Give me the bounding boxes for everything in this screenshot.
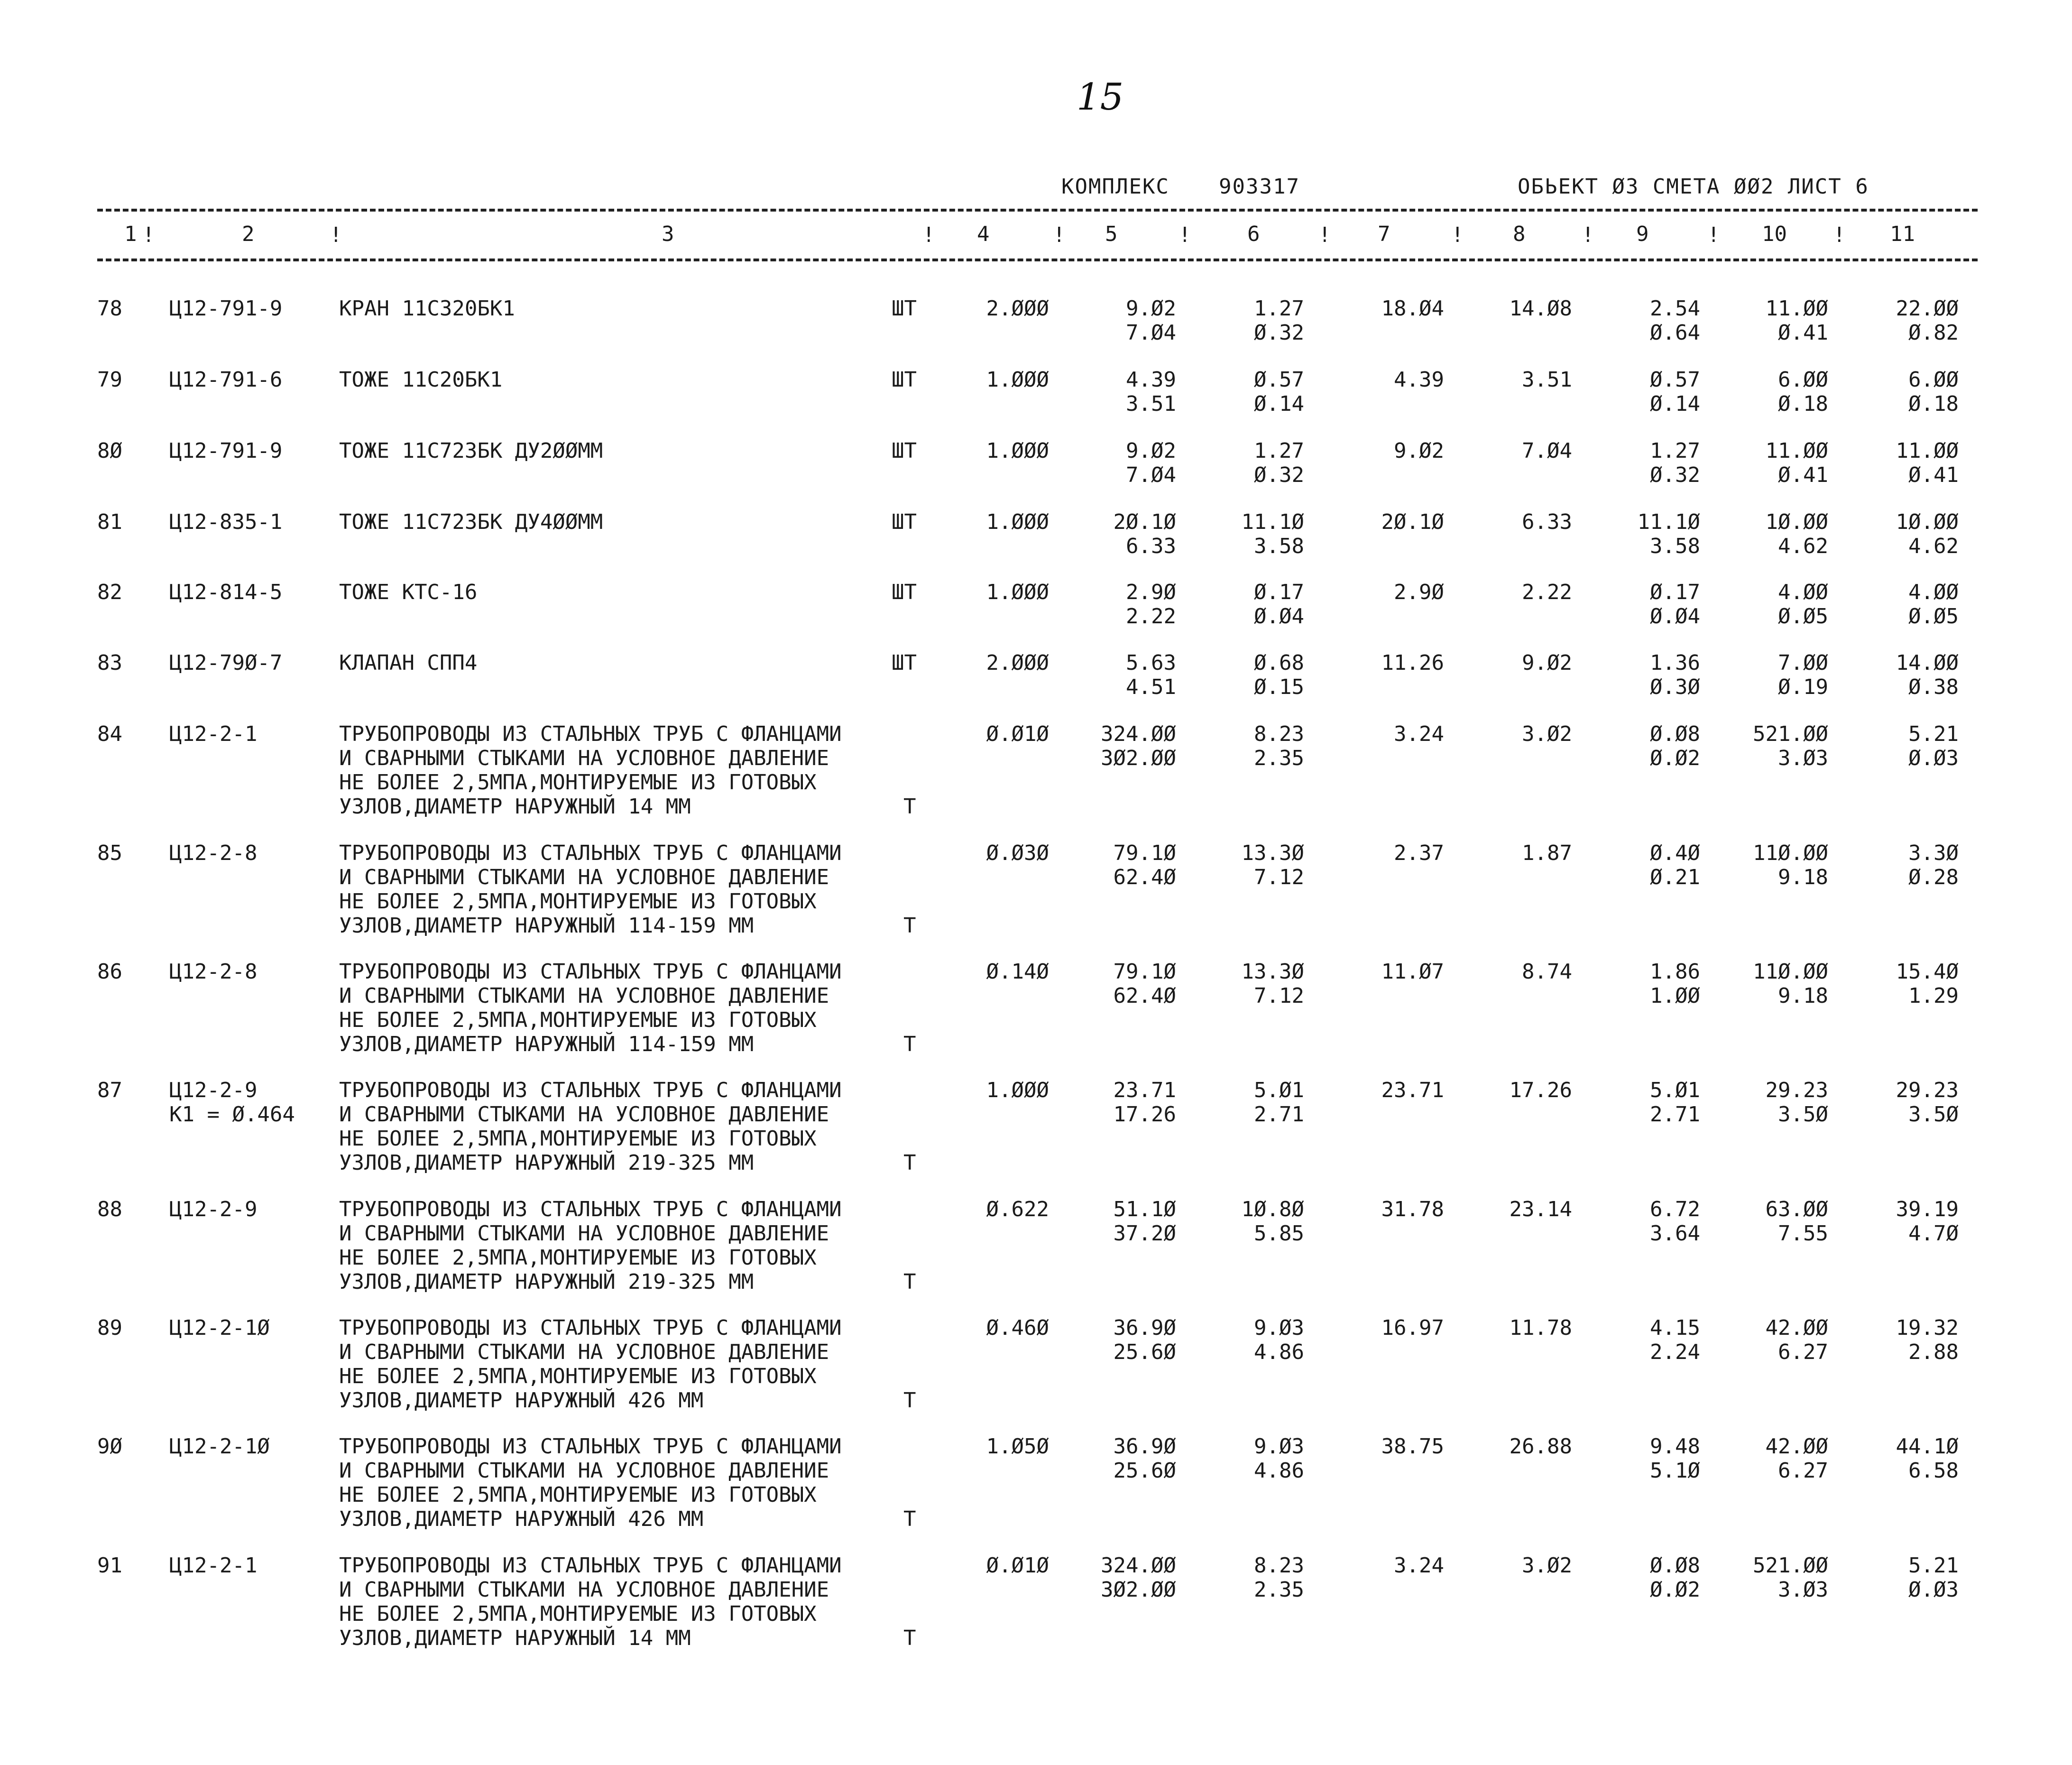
work-description: И СВАРНЫМИ СТЫКАМИ НА УСЛОВНОЕ ДАВЛЕНИЕ [339, 1340, 829, 1364]
work-description: ТРУБОПРОВОДЫ ИЗ СТАЛЬНЫХ ТРУБ С ФЛАНЦАМИ [339, 722, 842, 746]
col-10-value: 7.55 [1778, 1221, 1828, 1246]
col-11-value: 11.ØØ [1896, 439, 1959, 463]
work-description: И СВАРНЫМИ СТЫКАМИ НА УСЛОВНОЕ ДАВЛЕНИЕ [339, 1221, 829, 1246]
unit-of-measure: ШТ [892, 510, 917, 534]
col-6-value: 9.Ø3 [1254, 1434, 1304, 1459]
rate-code: К1 = Ø.464 [169, 1102, 295, 1127]
work-description: НЕ БОЛЕЕ 2,5МПА,МОНТИРУЕМЫЕ ИЗ ГОТОВЫХ [339, 889, 817, 914]
col-10-value: 11Ø.ØØ [1753, 960, 1828, 984]
col-9-value: 3.64 [1650, 1221, 1700, 1246]
work-description: УЗЛОВ,ДИАМЕТР НАРУЖНЫЙ 114-159 ММ [339, 1032, 754, 1056]
rate-code: Ц12-2-9 [169, 1078, 258, 1102]
work-description: НЕ БОЛЕЕ 2,5МПА,МОНТИРУЕМЫЕ ИЗ ГОТОВЫХ [339, 1602, 817, 1626]
quantity: 1.ØØØ [986, 580, 1049, 604]
row-number: 91 [97, 1553, 122, 1578]
col-9-value: Ø.3Ø [1650, 675, 1700, 699]
col-9-value: Ø.17 [1650, 580, 1700, 604]
row-number: 78 [97, 296, 122, 321]
col-10-value: 521.ØØ [1753, 722, 1828, 746]
col-11-value: Ø.18 [1908, 392, 1959, 416]
col-5-value: 62.4Ø [1113, 865, 1176, 889]
col-8-value: 26.88 [1509, 1434, 1572, 1459]
quantity: Ø.14Ø [986, 960, 1049, 984]
col-5-value: 324.ØØ [1101, 1553, 1176, 1578]
rate-code: Ц12-2-8 [169, 960, 258, 984]
col-7-value: 3.24 [1394, 1553, 1444, 1578]
col-9-value: Ø.Ø8 [1650, 722, 1700, 746]
quantity: 1.ØØØ [986, 439, 1049, 463]
col-9-value: Ø.21 [1650, 865, 1700, 889]
rate-code: Ц12-2-1 [169, 1553, 258, 1578]
column-separator: ! [922, 223, 935, 247]
work-description: НЕ БОЛЕЕ 2,5МПА,МОНТИРУЕМЫЕ ИЗ ГОТОВЫХ [339, 770, 817, 795]
col-5-value: 36.9Ø [1113, 1434, 1176, 1459]
col-11-value: 4.ØØ [1908, 580, 1959, 604]
unit-of-measure: ШТ [892, 439, 917, 463]
col-6-value: Ø.32 [1254, 321, 1304, 345]
row-number: 82 [97, 580, 122, 604]
col-10-value: Ø.Ø5 [1778, 604, 1828, 628]
col-5-value: 3Ø2.ØØ [1101, 1578, 1176, 1602]
col-7-value: 2.37 [1394, 841, 1444, 865]
col-8-value: 14.Ø8 [1509, 296, 1572, 321]
column-separator: ! [1179, 223, 1191, 247]
row-number: 89 [97, 1316, 122, 1340]
quantity: 1.ØØØ [986, 1078, 1049, 1102]
col-9-value: 2.54 [1650, 296, 1700, 321]
column-separator: ! [1833, 223, 1846, 247]
col-5-value: 51.1Ø [1113, 1197, 1176, 1221]
col-9-value: 1.86 [1650, 960, 1700, 984]
col-8-value: 23.14 [1509, 1197, 1572, 1221]
quantity: 1.ØØØ [986, 510, 1049, 534]
col-5-value: 23.71 [1113, 1078, 1176, 1102]
work-description: УЗЛОВ,ДИАМЕТР НАРУЖНЫЙ 14 ММ [339, 1626, 691, 1650]
col-5-value: 2.9Ø [1126, 580, 1176, 604]
col-8-value: 3.51 [1522, 368, 1572, 392]
unit-of-measure: Т [903, 1626, 916, 1650]
col-8-value: 11.78 [1509, 1316, 1572, 1340]
col-5-value: 7.Ø4 [1126, 321, 1176, 345]
col-10-value: 63.ØØ [1765, 1197, 1828, 1221]
col-6-value: 7.12 [1254, 865, 1304, 889]
unit-of-measure: ШТ [892, 580, 917, 604]
col-9-value: Ø.Ø4 [1650, 604, 1700, 628]
col-6-value: 9.Ø3 [1254, 1316, 1304, 1340]
col-7-value: 3.24 [1394, 722, 1444, 746]
work-description: ТРУБОПРОВОДЫ ИЗ СТАЛЬНЫХ ТРУБ С ФЛАНЦАМИ [339, 841, 842, 865]
col-5-value: 25.6Ø [1113, 1459, 1176, 1483]
col-9-value: 4.15 [1650, 1316, 1700, 1340]
column-separator: ! [1053, 223, 1066, 247]
col-7-value: 31.78 [1381, 1197, 1444, 1221]
col-9-value: 5.1Ø [1650, 1459, 1700, 1483]
column-number-4: 4 [977, 222, 990, 246]
col-6-value: 2.35 [1254, 1578, 1304, 1602]
work-description: ТОЖЕ КТС-16 [339, 580, 478, 604]
col-5-value: 2Ø.1Ø [1113, 510, 1176, 534]
object-sheet-info: ОБЬЕКТ Ø3 СМЕТА ØØ2 ЛИСТ 6 [1518, 175, 1869, 199]
row-number: 86 [97, 960, 122, 984]
column-separator: ! [1451, 223, 1464, 247]
work-description: КРАН 11С320БК1 [339, 296, 515, 321]
work-description: УЗЛОВ,ДИАМЕТР НАРУЖНЫЙ 219-325 ММ [339, 1151, 754, 1175]
col-6-value: 11.1Ø [1241, 510, 1304, 534]
col-9-value: Ø.32 [1650, 463, 1700, 487]
column-number-1: 1 [124, 222, 137, 246]
work-description: УЗЛОВ,ДИАМЕТР НАРУЖНЫЙ 114-159 ММ [339, 914, 754, 938]
col-6-value: 2.35 [1254, 746, 1304, 770]
complex-label: КОМПЛЕКС [1061, 175, 1170, 199]
col-6-value: Ø.17 [1254, 580, 1304, 604]
col-5-value: 37.2Ø [1113, 1221, 1176, 1246]
work-description: УЗЛОВ,ДИАМЕТР НАРУЖНЫЙ 14 ММ [339, 795, 691, 819]
col-9-value: 2.71 [1650, 1102, 1700, 1127]
col-11-value: 15.4Ø [1896, 960, 1959, 984]
col-5-value: 3.51 [1126, 392, 1176, 416]
column-number-9: 9 [1636, 222, 1649, 246]
col-10-value: Ø.41 [1778, 463, 1828, 487]
col-10-value: 3.5Ø [1778, 1102, 1828, 1127]
rate-code: Ц12-791-9 [169, 296, 283, 321]
col-11-value: 14.ØØ [1896, 651, 1959, 675]
work-description: УЗЛОВ,ДИАМЕТР НАРУЖНЫЙ 219-325 ММ [339, 1270, 754, 1294]
col-9-value: Ø.Ø2 [1650, 1578, 1700, 1602]
quantity: 1.ØØØ [986, 368, 1049, 392]
col-11-value: Ø.Ø3 [1908, 746, 1959, 770]
col-10-value: 9.18 [1778, 984, 1828, 1008]
col-5-value: 6.33 [1126, 534, 1176, 558]
quantity: Ø.46Ø [986, 1316, 1049, 1340]
work-description: ТОЖЕ 11С723БК ДУ2ØØММ [339, 439, 603, 463]
col-5-value: 4.51 [1126, 675, 1176, 699]
col-11-value: 3.5Ø [1908, 1102, 1959, 1127]
column-separator: ! [142, 223, 155, 247]
col-11-value: 39.19 [1896, 1197, 1959, 1221]
col-5-value: 5.63 [1126, 651, 1176, 675]
col-9-value: 1.27 [1650, 439, 1700, 463]
work-description: НЕ БОЛЕЕ 2,5МПА,МОНТИРУЕМЫЕ ИЗ ГОТОВЫХ [339, 1127, 817, 1151]
col-5-value: 9.Ø2 [1126, 296, 1176, 321]
col-8-value: 9.Ø2 [1522, 651, 1572, 675]
col-11-value: 19.32 [1896, 1316, 1959, 1340]
col-5-value: 79.1Ø [1113, 841, 1176, 865]
col-10-value: 7.ØØ [1778, 651, 1828, 675]
col-5-value: 9.Ø2 [1126, 439, 1176, 463]
col-11-value: 1Ø.ØØ [1896, 510, 1959, 534]
col-5-value: 2.22 [1126, 604, 1176, 628]
col-8-value: 8.74 [1522, 960, 1572, 984]
col-9-value: Ø.14 [1650, 392, 1700, 416]
work-description: УЗЛОВ,ДИАМЕТР НАРУЖНЫЙ 426 ММ [339, 1507, 704, 1531]
col-11-value: Ø.Ø5 [1908, 604, 1959, 628]
work-description: И СВАРНЫМИ СТЫКАМИ НА УСЛОВНОЕ ДАВЛЕНИЕ [339, 865, 829, 889]
unit-of-measure: Т [903, 1507, 916, 1531]
column-separator: ! [1707, 223, 1720, 247]
col-7-value: 2Ø.1Ø [1381, 510, 1444, 534]
work-description: И СВАРНЫМИ СТЫКАМИ НА УСЛОВНОЕ ДАВЛЕНИЕ [339, 1102, 829, 1127]
col-7-value: 11.26 [1381, 651, 1444, 675]
col-9-value: 1.36 [1650, 651, 1700, 675]
col-9-value: 2.24 [1650, 1340, 1700, 1364]
col-8-value: 7.Ø4 [1522, 439, 1572, 463]
col-11-value: 29.23 [1896, 1078, 1959, 1102]
row-number: 85 [97, 841, 122, 865]
unit-of-measure: Т [903, 795, 916, 819]
col-6-value: Ø.Ø4 [1254, 604, 1304, 628]
col-9-value: 1.ØØ [1650, 984, 1700, 1008]
col-5-value: 4.39 [1126, 368, 1176, 392]
quantity: Ø.Ø1Ø [986, 1553, 1049, 1578]
col-11-value: 22.ØØ [1896, 296, 1959, 321]
col-10-value: Ø.18 [1778, 392, 1828, 416]
col-6-value: Ø.57 [1254, 368, 1304, 392]
col-6-value: 1.27 [1254, 439, 1304, 463]
col-10-value: 3.Ø3 [1778, 1578, 1828, 1602]
column-number-5: 5 [1105, 222, 1118, 246]
col-6-value: 8.23 [1254, 722, 1304, 746]
header-rule-top [97, 209, 1978, 212]
col-6-value: 3.58 [1254, 534, 1304, 558]
column-number-11: 11 [1890, 222, 1915, 246]
col-10-value: 1Ø.ØØ [1765, 510, 1828, 534]
work-description: ТОЖЕ 11С20БК1 [339, 368, 503, 392]
col-11-value: 6.58 [1908, 1459, 1959, 1483]
col-9-value: 11.1Ø [1637, 510, 1700, 534]
col-11-value: 6.ØØ [1908, 368, 1959, 392]
unit-of-measure: Т [903, 914, 916, 938]
col-9-value: Ø.Ø2 [1650, 746, 1700, 770]
col-11-value: Ø.38 [1908, 675, 1959, 699]
work-description: УЗЛОВ,ДИАМЕТР НАРУЖНЫЙ 426 ММ [339, 1388, 704, 1413]
column-separator: ! [1582, 223, 1594, 247]
col-7-value: 16.97 [1381, 1316, 1444, 1340]
col-7-value: 11.Ø7 [1381, 960, 1444, 984]
col-10-value: 29.23 [1765, 1078, 1828, 1102]
column-number-6: 6 [1247, 222, 1260, 246]
col-6-value: 5.85 [1254, 1221, 1304, 1246]
quantity: 2.ØØØ [986, 651, 1049, 675]
col-6-value: Ø.68 [1254, 651, 1304, 675]
complex-value: 903317 [1219, 175, 1300, 199]
col-7-value: 23.71 [1381, 1078, 1444, 1102]
col-6-value: 1.27 [1254, 296, 1304, 321]
work-description: КЛАПАН СПП4 [339, 651, 478, 675]
row-number: 9Ø [97, 1434, 122, 1459]
col-8-value: 6.33 [1522, 510, 1572, 534]
col-8-value: 2.22 [1522, 580, 1572, 604]
col-10-value: Ø.41 [1778, 321, 1828, 345]
col-6-value: 2.71 [1254, 1102, 1304, 1127]
col-8-value: 17.26 [1509, 1078, 1572, 1102]
column-separator: ! [330, 223, 342, 247]
col-5-value: 3Ø2.ØØ [1101, 746, 1176, 770]
work-description: И СВАРНЫМИ СТЫКАМИ НА УСЛОВНОЕ ДАВЛЕНИЕ [339, 746, 829, 770]
col-10-value: 11Ø.ØØ [1753, 841, 1828, 865]
work-description: НЕ БОЛЕЕ 2,5МПА,МОНТИРУЕМЫЕ ИЗ ГОТОВЫХ [339, 1483, 817, 1507]
col-7-value: 18.Ø4 [1381, 296, 1444, 321]
col-10-value: 6.ØØ [1778, 368, 1828, 392]
col-6-value: Ø.15 [1254, 675, 1304, 699]
row-number: 81 [97, 510, 122, 534]
row-number: 79 [97, 368, 122, 392]
unit-of-measure: ШТ [892, 651, 917, 675]
column-number-7: 7 [1378, 222, 1391, 246]
work-description: ТОЖЕ 11С723БК ДУ4ØØММ [339, 510, 603, 534]
rate-code: Ц12-2-1Ø [169, 1434, 270, 1459]
col-10-value: 11.ØØ [1765, 439, 1828, 463]
row-number: 88 [97, 1197, 122, 1221]
col-10-value: 4.62 [1778, 534, 1828, 558]
header-rule-bottom [97, 259, 1978, 261]
col-6-value: 7.12 [1254, 984, 1304, 1008]
col-8-value: 3.Ø2 [1522, 722, 1572, 746]
col-11-value: 5.21 [1908, 1553, 1959, 1578]
col-10-value: 42.ØØ [1765, 1434, 1828, 1459]
rate-code: Ц12-814-5 [169, 580, 283, 604]
rate-code: Ц12-2-1Ø [169, 1316, 270, 1340]
col-6-value: 13.3Ø [1241, 960, 1304, 984]
col-5-value: 62.4Ø [1113, 984, 1176, 1008]
quantity: 1.Ø5Ø [986, 1434, 1049, 1459]
column-number-8: 8 [1513, 222, 1526, 246]
col-9-value: 3.58 [1650, 534, 1700, 558]
rate-code: Ц12-791-6 [169, 368, 283, 392]
col-10-value: 6.27 [1778, 1459, 1828, 1483]
col-11-value: 2.88 [1908, 1340, 1959, 1364]
col-10-value: 521.ØØ [1753, 1553, 1828, 1578]
col-5-value: 324.ØØ [1101, 722, 1176, 746]
col-6-value: 1Ø.8Ø [1241, 1197, 1304, 1221]
col-6-value: 4.86 [1254, 1340, 1304, 1364]
rate-code: Ц12-835-1 [169, 510, 283, 534]
col-10-value: 11.ØØ [1765, 296, 1828, 321]
rate-code: Ц12-2-9 [169, 1197, 258, 1221]
col-9-value: 5.Ø1 [1650, 1078, 1700, 1102]
col-5-value: 25.6Ø [1113, 1340, 1176, 1364]
col-6-value: 4.86 [1254, 1459, 1304, 1483]
col-10-value: Ø.19 [1778, 675, 1828, 699]
col-9-value: Ø.57 [1650, 368, 1700, 392]
col-11-value: 44.1Ø [1896, 1434, 1959, 1459]
col-7-value: 2.9Ø [1394, 580, 1444, 604]
work-description: ТРУБОПРОВОДЫ ИЗ СТАЛЬНЫХ ТРУБ С ФЛАНЦАМИ [339, 960, 842, 984]
col-7-value: 38.75 [1381, 1434, 1444, 1459]
column-number-2: 2 [242, 222, 255, 246]
column-number-10: 10 [1762, 222, 1787, 246]
col-11-value: 5.21 [1908, 722, 1959, 746]
unit-of-measure: Т [903, 1151, 916, 1175]
col-11-value: 4.62 [1908, 534, 1959, 558]
unit-of-measure: ШТ [892, 296, 917, 321]
col-5-value: 79.1Ø [1113, 960, 1176, 984]
work-description: ТРУБОПРОВОДЫ ИЗ СТАЛЬНЫХ ТРУБ С ФЛАНЦАМИ [339, 1553, 842, 1578]
col-9-value: Ø.Ø8 [1650, 1553, 1700, 1578]
col-6-value: 13.3Ø [1241, 841, 1304, 865]
column-number-3: 3 [662, 222, 674, 246]
quantity: Ø.Ø1Ø [986, 722, 1049, 746]
unit-of-measure: Т [903, 1388, 916, 1413]
work-description: НЕ БОЛЕЕ 2,5МПА,МОНТИРУЕМЫЕ ИЗ ГОТОВЫХ [339, 1246, 817, 1270]
col-8-value: 3.Ø2 [1522, 1553, 1572, 1578]
work-description: ТРУБОПРОВОДЫ ИЗ СТАЛЬНЫХ ТРУБ С ФЛАНЦАМИ [339, 1316, 842, 1340]
col-6-value: Ø.32 [1254, 463, 1304, 487]
col-11-value: Ø.41 [1908, 463, 1959, 487]
row-number: 84 [97, 722, 122, 746]
col-10-value: 9.18 [1778, 865, 1828, 889]
col-11-value: 4.7Ø [1908, 1221, 1959, 1246]
work-description: И СВАРНЫМИ СТЫКАМИ НА УСЛОВНОЕ ДАВЛЕНИЕ [339, 984, 829, 1008]
rate-code: Ц12-791-9 [169, 439, 283, 463]
unit-of-measure: ШТ [892, 368, 917, 392]
quantity: Ø.Ø3Ø [986, 841, 1049, 865]
work-description: ТРУБОПРОВОДЫ ИЗ СТАЛЬНЫХ ТРУБ С ФЛАНЦАМИ [339, 1434, 842, 1459]
work-description: НЕ БОЛЕЕ 2,5МПА,МОНТИРУЕМЫЕ ИЗ ГОТОВЫХ [339, 1008, 817, 1032]
col-5-value: 17.26 [1113, 1102, 1176, 1127]
work-description: НЕ БОЛЕЕ 2,5МПА,МОНТИРУЕМЫЕ ИЗ ГОТОВЫХ [339, 1364, 817, 1388]
col-6-value: 5.Ø1 [1254, 1078, 1304, 1102]
col-5-value: 36.9Ø [1113, 1316, 1176, 1340]
rate-code: Ц12-2-1 [169, 722, 258, 746]
row-number: 8Ø [97, 439, 122, 463]
col-7-value: 9.Ø2 [1394, 439, 1444, 463]
col-11-value: Ø.Ø3 [1908, 1578, 1959, 1602]
quantity: Ø.622 [986, 1197, 1049, 1221]
col-10-value: 3.Ø3 [1778, 746, 1828, 770]
unit-of-measure: Т [903, 1270, 916, 1294]
col-10-value: 6.27 [1778, 1340, 1828, 1364]
work-description: ТРУБОПРОВОДЫ ИЗ СТАЛЬНЫХ ТРУБ С ФЛАНЦАМИ [339, 1078, 842, 1102]
col-11-value: Ø.28 [1908, 865, 1959, 889]
row-number: 83 [97, 651, 122, 675]
work-description: ТРУБОПРОВОДЫ ИЗ СТАЛЬНЫХ ТРУБ С ФЛАНЦАМИ [339, 1197, 842, 1221]
quantity: 2.ØØØ [986, 296, 1049, 321]
rate-code: Ц12-79Ø-7 [169, 651, 283, 675]
rate-code: Ц12-2-8 [169, 841, 258, 865]
col-9-value: 9.48 [1650, 1434, 1700, 1459]
col-5-value: 7.Ø4 [1126, 463, 1176, 487]
unit-of-measure: Т [903, 1032, 916, 1056]
col-11-value: Ø.82 [1908, 321, 1959, 345]
col-11-value: 1.29 [1908, 984, 1959, 1008]
work-description: И СВАРНЫМИ СТЫКАМИ НА УСЛОВНОЕ ДАВЛЕНИЕ [339, 1459, 829, 1483]
col-11-value: 3.3Ø [1908, 841, 1959, 865]
col-9-value: 6.72 [1650, 1197, 1700, 1221]
page-number: 15 [1077, 76, 1124, 119]
col-9-value: Ø.64 [1650, 321, 1700, 345]
work-description: И СВАРНЫМИ СТЫКАМИ НА УСЛОВНОЕ ДАВЛЕНИЕ [339, 1578, 829, 1602]
col-6-value: 8.23 [1254, 1553, 1304, 1578]
col-9-value: Ø.4Ø [1650, 841, 1700, 865]
col-7-value: 4.39 [1394, 368, 1444, 392]
col-10-value: 4.ØØ [1778, 580, 1828, 604]
col-8-value: 1.87 [1522, 841, 1572, 865]
col-6-value: Ø.14 [1254, 392, 1304, 416]
row-number: 87 [97, 1078, 122, 1102]
column-separator: ! [1318, 223, 1331, 247]
col-10-value: 42.ØØ [1765, 1316, 1828, 1340]
